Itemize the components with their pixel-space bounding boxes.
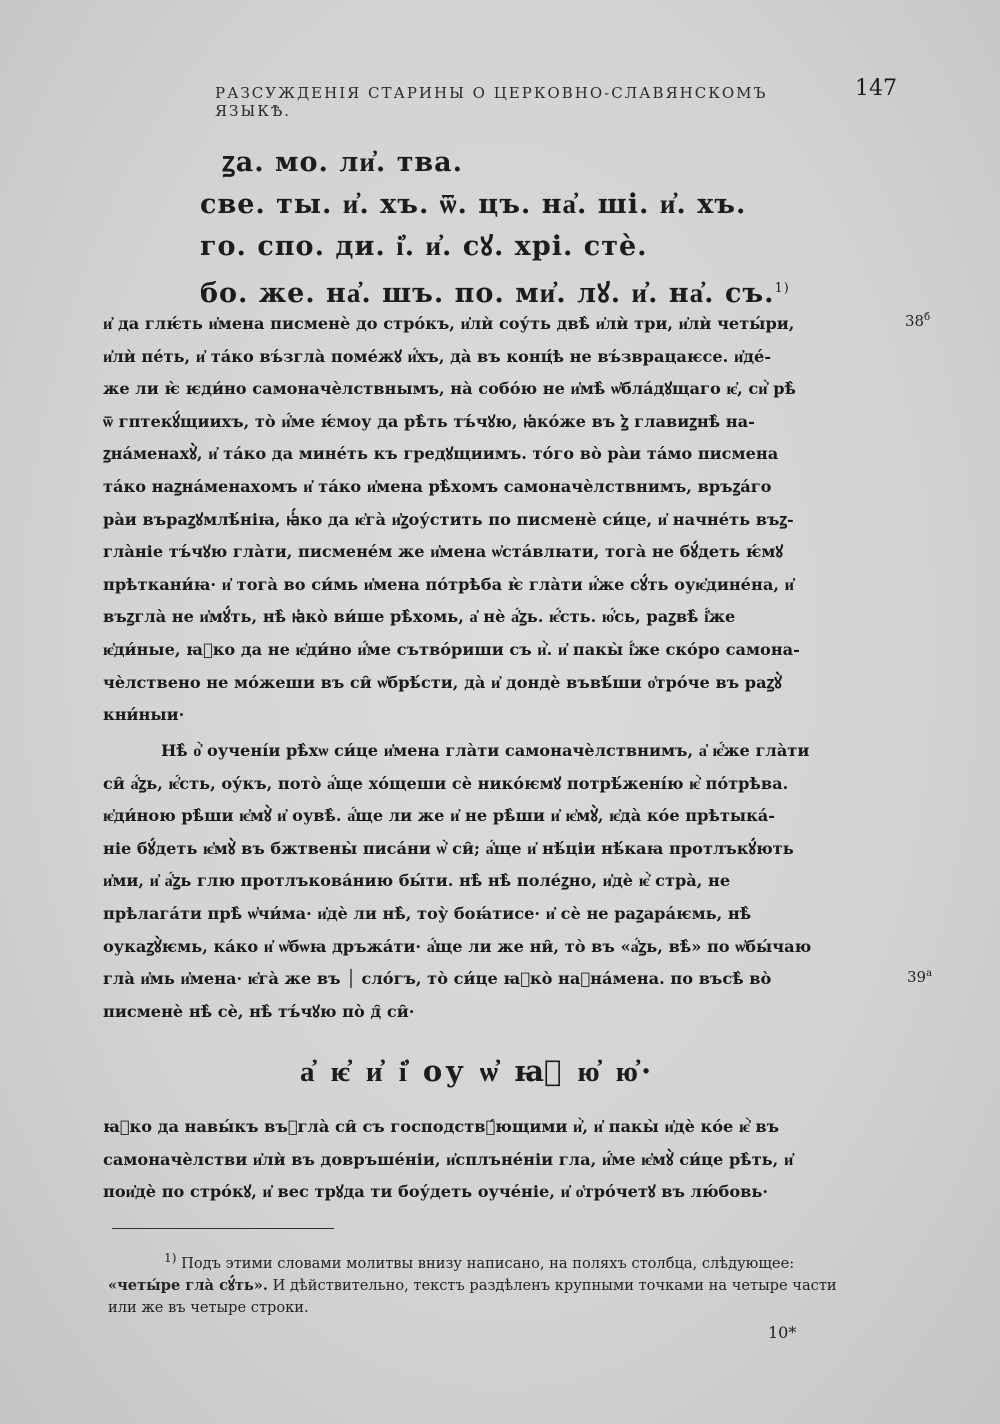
p2-line-4: ніе бꙋ́деть ѥ҆мꙋ̀ въ бжтвены̀ писа́ни ѡ҆̀ си̑; а҆́ще и҆ нѣ́ціи нѣ́каꙗ протлъкꙋ́ють [103, 838, 794, 858]
p2-line-1: Нѣ̀ о҆̀ оучені́и рѣ̀хѡ си́це и҆мена гла̀ти самоначѐлствнимъ, а҆ ѥ҆́же гла̀ти [161, 741, 810, 760]
footnote-marker: 1) [164, 1251, 177, 1265]
margin-folio-38b [905, 312, 930, 330]
footnote-ref: 1) [774, 281, 790, 296]
p1-line-6: та́ко наꙁна́менахомъ и҆ та́ко и҆мена рѣ̀хомъ самоначѐлствнимъ, връꙁа́го [103, 476, 772, 496]
p1-line-13: кни́ныи· [103, 705, 185, 725]
slavonic-line-4-text: бо. же. на҆. шъ. по. ми҆. лꙋ. и҆. на҆. съ. [200, 278, 775, 309]
slavonic-line-2: све. ты. и҆. хъ. ѿ. цъ. на҆. ші. и҆. хъ. [200, 189, 747, 220]
p2-line-8: гла̀ и҆мь и҆мена· ѥ҆га̀ же въ │ сло́гъ, то̀ си́це ꙗ҆ко̀ наꙁна́мена. по въсѣ̀ во̀ [103, 969, 772, 989]
p3-line-2: самоначѐлстви и҆лѝ въ довръше́ніи, и҆сплъне́ніи гла, и҆́ме ѥ҆мꙋ̀ си́це рѣ̀ть, и҆ [103, 1149, 794, 1169]
p3-line-1: ꙗ҆ко да навы́къ въꙁгла̀ си̑ съ господствꙋ́ющими и҆̀, и҆ пакы̀ и҆дѐ ко́е ѥ҆̀ въ [103, 1117, 780, 1136]
p1-line-12: чѐлствено не мо́жеши въ си̑ ѡ҆брѣ́сти, да̀ и҆ дондѐ въвѣ́ши о҆тро́че въ раꙁꙋ̀ [103, 672, 782, 692]
p1-line-4: ѿ гптекꙋ́щиихъ, то̀ и҆́ме ѥ́моу да рѣ̀ть тъ́чꙋю, ꙗ҆ко́же въ ꙁ̀ главиꙁнѣ̀ на- [103, 411, 755, 431]
running-head: РАЗСУЖДЕНІЯ СТАРИНЫ О ЦЕРКОВНО-СЛАВЯНСКОМЪ ЯЗЫКѢ. [215, 84, 768, 120]
p2-line-3: ѥ҆ди́ною рѣ̀ши ѥ҆мꙋ̀ и҆ оувѣ̀. а҆́ще ли же и҆ не рѣ̀ши и҆ ѥ҆мꙋ̀, ѥ҆да̀ ко́е прѣтыка́- [103, 806, 775, 826]
footnote-divider [112, 1228, 334, 1229]
footnote-line-1-text: Подъ этими словами молитвы внизу написано, на поляхъ столбца, слѣдующее: [181, 1254, 795, 1272]
margin-folio-39a-number: 39 [907, 968, 927, 986]
p2-line-7: оукаꙁꙋ̀ѥмь, ка́ко и҆ ѡ҆бѡꙗ дръжа́ти· а҆́ще ли же ни̑, то̀ въ «а҆́ꙁь, вѣ̀» по ѡ҆бы́чаю [103, 936, 812, 956]
margin-folio-39a-letter: а [926, 968, 933, 979]
slavonic-line-3: го. спо. ди. і҆. и҆. сꙋ. хрі. стѐ. [200, 231, 648, 262]
p1-line-9: прѣткани́ꙗ· и҆ тога̀ во си́мь и҆мена по́трѣба ѥ̀ гла̀ти и҆́же сꙋ́ть оуѥ҆дине́на, и҆ [103, 574, 794, 594]
footnote-slavonic-quote: «четы́ре гла̀ сꙋ́ть». [108, 1276, 268, 1294]
p2-line-5: и҆ми, и҆ а҆́ꙁь глю протлъкова́нию бы́ти. нѣ̀ нѣ̀ поле́ꙁно, и҆дѐ ѥ҆̀ стра̀, не [103, 871, 731, 891]
p2-line-6: прѣлага́ти прѣ̀ ѡ҆чи́ма· и҆дѐ ли нѣ̀, тоу̀ боꙗ́тисе· и҆ сѐ не раꙁара́ѥмь, нѣ̀ [103, 903, 752, 923]
slavonic-line-1: ꙁа. мо. ли҆. тва. [222, 147, 464, 178]
p1-line-8: гла̀ніе тъ́чꙋю гла̀ти, писмене́м же и҆мена ѡ҆ста́влꙗти, тога̀ не бꙋ́деть ѥ́мꙋ [103, 542, 784, 562]
p1-line-5: ꙁна́менахꙋ̀, и҆ та́ко да мине́ть къ гредꙋщиимъ. то́го во̀ ра̀и та́мо писмена [103, 444, 779, 464]
p1-line-3: же ли ѥ̀ ѥди́но самоначѐлствнымъ, на̀ собо́ю не и҆мѣ̀ ѡ҆бла́дꙋщаго ѥ҆, си҆̀ рѣ̀ [103, 379, 796, 399]
paragraph-1 [103, 308, 908, 732]
p1-line-2: и҆лѝ пе́ть, и҆ та́ко въ́згла̀ поме́жꙋ и҆́хъ, да̀ въ конц́ѣ не въ́зврацаѥсе. и҆де́- [103, 346, 772, 366]
footnote-line-1 [108, 1247, 923, 1275]
footnote-line-2-text: И дѣйствительно, текстъ раздѣленъ крупными точками на четыре части [267, 1276, 837, 1294]
paragraph-3 [103, 1111, 908, 1209]
margin-folio-39a [907, 968, 932, 986]
p2-line-2: си̑ а҆́ꙁь, ѥ҆́сть, оу́къ, пото̀ а҆́ще хо́щеши сѐ нико́ѥмꙋ потрѣ́жені́ю ѥ҆̀ по́трѣва. [103, 773, 789, 793]
slavonic-prayer-heading [200, 142, 900, 315]
footnote-line-2 [108, 1275, 923, 1297]
vowel-letters-row: а҆ ѥ҆ и҆ і҆ оу ѡ҆ ꙗ҆ ю҆ ю҆· [300, 1054, 655, 1088]
p1-line-11: ѥ҆ди́ные, ꙗ҆ко да не ѥ҆ди́но и҆́ме сътво́риши съ и҆̀. и҆ пакы̀ і҆́же ско́ро самона- [103, 639, 800, 659]
margin-folio-38b-number: 38 [905, 312, 925, 330]
p3-line-3: пои҆дѐ по стро́кꙋ, и҆ вес трꙋда ти боу́деть оуче́ніе, и҆ о҆тро́четꙋ въ лю́бовь· [103, 1182, 769, 1202]
signature-mark: 10* [768, 1323, 797, 1342]
footnote-line-3: или же въ четыре строки. [108, 1298, 309, 1316]
margin-folio-38b-letter: б [924, 312, 931, 323]
p1-line-10: въꙁгла̀ не и҆мꙋ́ть, нѣ̀ ꙗ҆ко̀ ви́ше рѣ̀хомь, а҆ нѐ а҆́ꙁь. ѥ҆́сть. ю҆́сь, раꙁвѣ̀ і҆́же [103, 607, 736, 627]
p1-line-1: и҆ да глѥ́ть и҆мена писменѐ до стро́къ, и҆лѝ соу́ть двѣ̀ и҆лѝ три, и҆лѝ четы́ри, [103, 314, 795, 333]
p1-line-7: ра̀и въраꙁꙋмлѣ́ніꙗ, ꙗ҆́ко да ѥ҆га̀ и҆ꙁоу́стить по писменѐ си́це, и҆ начне́ть въꙁ- [103, 509, 794, 529]
page-number: 147 [855, 76, 897, 101]
footnote [108, 1247, 923, 1319]
paragraph-2 [103, 735, 908, 1028]
p2-line-9: писменѐ нѣ̀ сѐ, нѣ̀ тъ́чꙋю по̀ д̑ си̑· [103, 1001, 415, 1021]
